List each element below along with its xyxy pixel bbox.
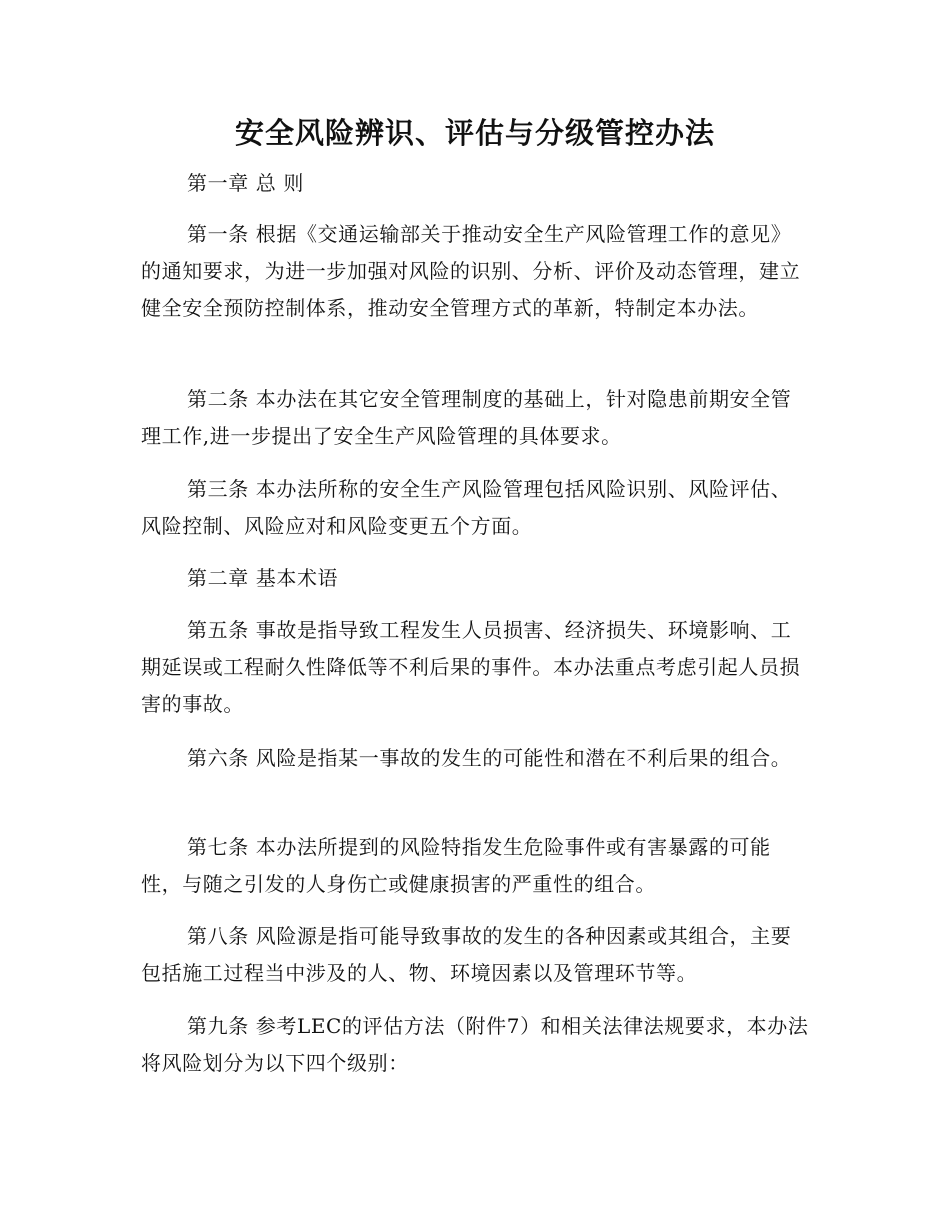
article-3: 第三条 本办法所称的安全生产风险管理包括风险识别、风险评估、风险控制、风险应对和风险变更五个方面。 [141,477,792,538]
chapter-heading-2: 第二章 基本术语 [187,566,339,590]
article-1: 第一条 根据《交通运输部关于推动安全生产风险管理工作的意见》的通知要求，为进一步加强对风险的识别、分析、评价及动态管理，建立健全安全预防控制体系，推动安全管理方式的革新，特制定本办法。 [141,222,801,320]
document-title: 安全风险辨识、评估与分级管控办法 [234,116,715,150]
article-9: 第九条 参考LEC的评估方法（附件7）和相关法律法规要求，本办法将风险划分为以下四个级别： [141,1014,809,1075]
article-5: 第五条 事故是指导致工程发生人员损害、经济损失、环境影响、工期延误或工程耐久性降低等不利后果的事件。本办法重点考虑引起人员损害的事故。 [141,618,801,716]
article-6: 第六条 风险是指某一事故的发生的可能性和潜在不利后果的组合。 [187,746,792,770]
article-8: 第八条 风险源是指可能导致事故的发生的各种因素或其组合，主要包括施工过程当中涉及的人、物、环境因素以及管理环节等。 [141,924,792,985]
chapter-heading-1: 第一章 总 则 [187,171,304,195]
article-7: 第七条 本办法所提到的风险特指发生危险事件或有害暴露的可能性，与随之引发的人身伤亡或健康损害的严重性的组合。 [141,835,771,896]
article-2: 第二条 本办法在其它安全管理制度的基础上，针对隐患前期安全管理工作,进一步提出了安全生产风险管理的具体要求。 [141,387,792,448]
